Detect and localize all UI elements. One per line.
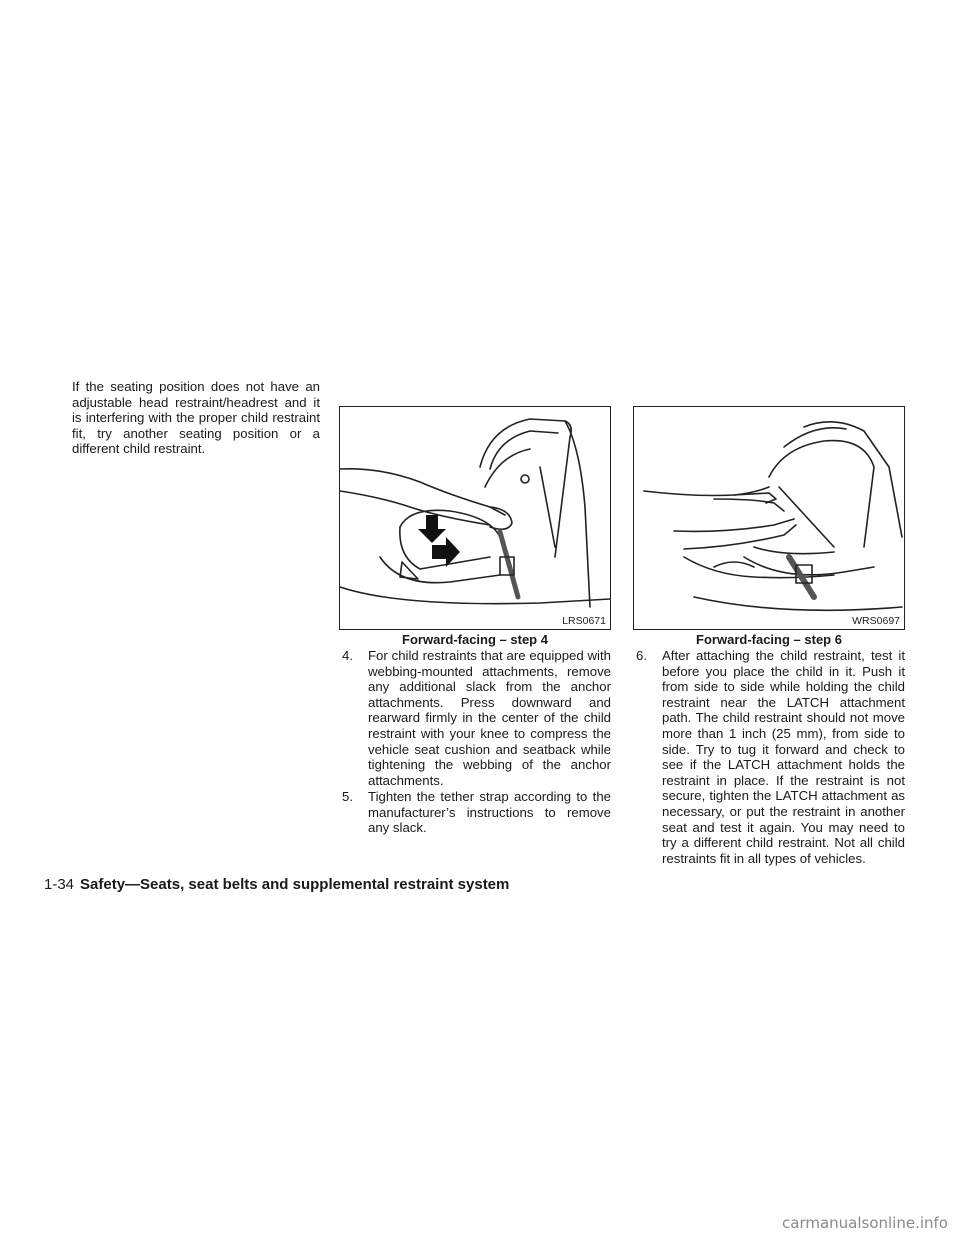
figure-forward-facing-step-4: [339, 406, 611, 630]
step-item: [342, 648, 611, 788]
step-text: After attaching the child restraint, test it before you place the child in it. Push it from side to side while holding the child restraint near the LATCH attachment path. The child restraint should not move more than 1 inch (25 mm), from side to side. Try to tug it forward and check to see if the LATCH attachment holds the restraint in place. If the restraint is not secure, tighten the LATCH attachment as necessary, or put the restraint in another seat and test it again. You may need to try a different child restraint. Not all child restraints fit in all types of vehicles.: [662, 648, 905, 866]
step-number: 4.: [342, 648, 353, 663]
child-seat-side-test-illustration: [634, 407, 904, 629]
step-item: [636, 648, 905, 866]
figure-caption: Forward-facing – step 4: [402, 632, 548, 647]
figure-forward-facing-step-6: [633, 406, 905, 630]
figure-code: LRS0671: [562, 615, 606, 627]
step-text: Tighten the tether strap according to the manufacturer’s instructions to remove any slack.: [368, 789, 611, 836]
step-item: [342, 789, 611, 836]
page-number: 1-34: [44, 876, 75, 893]
section-title: Safety—Seats, seat belts and supplemental restraint system: [80, 876, 510, 893]
page-footer: [44, 876, 509, 893]
step-number: 6.: [636, 648, 647, 663]
step-number: 5.: [342, 789, 353, 804]
watermark: carmanualsonline.info: [782, 1214, 948, 1232]
figure-caption: Forward-facing – step 6: [696, 632, 842, 647]
intro-paragraph: If the seating position does not have an adjustable head restraint/headrest and it is interfering with the proper child restraint fit, try another seating position or a different child restraint.: [72, 379, 320, 457]
figure-code: WRS0697: [852, 615, 900, 627]
child-seat-knee-press-illustration: [340, 407, 610, 629]
step-text: For child restraints that are equipped with webbing-mounted attachments, remove any additional slack from the anchor attachments. Press downward and rearward firmly in the center of the child restraint with your knee to compress the vehicle seat cushion and seatback while tightening the webbing of the anchor attachments.: [368, 648, 611, 788]
